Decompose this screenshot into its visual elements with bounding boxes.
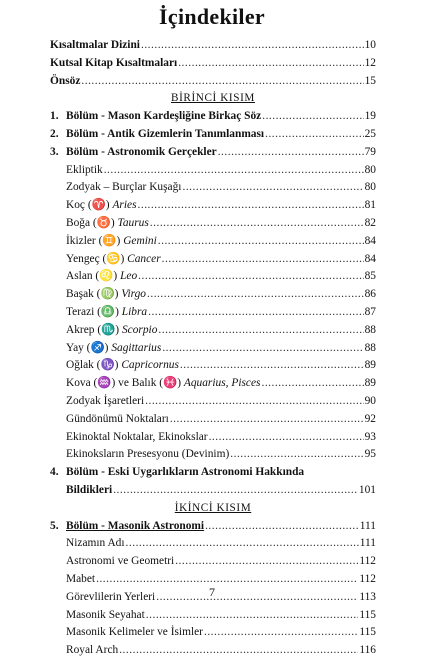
toc-subentry-page: 90 [364, 394, 376, 407]
toc-subentry-label: Yengeç (♋) Cancer [66, 252, 161, 265]
latin-name: Capricornus [121, 359, 179, 372]
toc-subentry-label: Mabet [66, 572, 96, 585]
leader-dots [147, 286, 364, 304]
leader-dots [158, 322, 363, 340]
leader-dots [261, 375, 363, 393]
toc-subentry[interactable] [50, 624, 376, 642]
toc-subentry[interactable] [50, 215, 376, 233]
toc-subentry-page: 82 [364, 216, 376, 229]
toc-subentry[interactable] [50, 429, 376, 447]
leader-dots [141, 37, 364, 55]
toc-subentry-label: Aslan (♌) Leo [66, 270, 138, 283]
toc-entry-chapter-5[interactable] [50, 518, 376, 536]
toc-subentry-label: Yay (♐) Sagittarius [66, 341, 162, 354]
leader-dots [230, 446, 363, 464]
toc-subentry-label: Boğa (♉) Taurus [66, 216, 149, 229]
leader-dots [138, 268, 363, 286]
chapter-number: 3. [50, 145, 59, 158]
toc-entry-label-continued: Bildikleri [66, 483, 113, 496]
toc-subentry-page: 95 [364, 448, 376, 461]
chapter-number: 5. [50, 519, 59, 532]
toc-subentry[interactable] [50, 446, 376, 464]
toc-entry-page: 25 [364, 127, 376, 140]
toc-subentry[interactable] [50, 197, 376, 215]
toc-entry-bible-abbreviations[interactable] [50, 55, 376, 73]
toc-subentry-label: Görevlilerin Yerleri [66, 590, 156, 603]
toc-subentry-label: Masonik Kelimeler ve İsimler [66, 626, 203, 639]
toc-subentry[interactable] [50, 642, 376, 660]
toc-subentry[interactable] [50, 375, 376, 393]
toc-subentry-page: 115 [359, 608, 376, 621]
toc-entry-page: 79 [364, 145, 376, 158]
chapter-3-subsections [50, 162, 376, 465]
part-heading-1: BİRİNCİ KISIM [171, 92, 255, 105]
toc-entry-label: Kutsal Kitap Kısaltmaları [50, 56, 178, 69]
toc-subentry[interactable] [50, 340, 376, 358]
leader-dots [81, 73, 363, 91]
toc-entry-chapter-4[interactable] [50, 464, 376, 482]
toc-subentry-page: 88 [364, 323, 376, 336]
toc-subentry-page: 88 [364, 341, 376, 354]
toc-subentry-label: Zodyak İşaretleri [66, 394, 145, 407]
table-of-contents [50, 37, 376, 660]
toc-entry-label: Kısaltmalar Dizini [50, 39, 140, 51]
toc-subentry-page: 84 [364, 234, 376, 247]
toc-subentry-label: Akrep (♏) Scorpio [66, 323, 158, 336]
toc-entry-abbreviations[interactable] [50, 37, 376, 55]
toc-subentry[interactable] [50, 179, 376, 197]
toc-subentry-page: 86 [364, 288, 376, 301]
chapter-number: 4. [50, 466, 59, 479]
leader-dots [180, 357, 364, 375]
leader-dots [204, 624, 358, 642]
toc-subentry[interactable] [50, 162, 376, 180]
latin-name: Gemini [123, 234, 157, 247]
toc-subentry[interactable] [50, 553, 376, 571]
toc-subentry-page: 93 [364, 430, 376, 443]
toc-subentry[interactable] [50, 251, 376, 269]
leader-dots [104, 162, 364, 180]
leader-dots [205, 518, 359, 536]
toc-subentry-label: Koç (♈) Aries [66, 199, 137, 212]
toc-subentry[interactable] [50, 411, 376, 429]
toc-entry-label: Bölüm - Masonik Astronomi [66, 519, 205, 532]
toc-entry-chapter-1[interactable] [50, 108, 376, 126]
leader-dots [126, 535, 359, 553]
leader-dots [209, 429, 364, 447]
page-number: 7 [209, 585, 215, 599]
toc-subentry-label: Başak (♍) Virgo [66, 288, 147, 301]
toc-subentry[interactable] [50, 268, 376, 286]
toc-subentry-page: 115 [359, 626, 376, 639]
toc-subentry[interactable] [50, 304, 376, 322]
toc-subentry[interactable] [50, 233, 376, 251]
toc-subentry[interactable] [50, 357, 376, 375]
toc-subentry-page: 84 [364, 252, 376, 265]
toc-subentry-label: Astronomi ve Geometri [66, 555, 175, 568]
leader-dots [146, 607, 359, 625]
toc-entry-page: 12 [364, 56, 376, 69]
toc-subentry-page: 80 [364, 163, 376, 176]
leader-dots [178, 55, 363, 73]
leader-dots [113, 482, 358, 500]
toc-subentry-page: 111 [359, 537, 376, 550]
toc-subentry-page: 92 [364, 412, 376, 425]
toc-entry-label: Önsöz [50, 74, 81, 87]
toc-subentry-page: 80 [364, 181, 376, 194]
chapter-number: 2. [50, 127, 59, 140]
leader-dots [162, 251, 364, 269]
leader-dots [170, 411, 364, 429]
toc-entry-page: 111 [359, 519, 376, 532]
toc-entry-chapter-4-continued[interactable] [50, 482, 376, 500]
toc-subentry[interactable] [50, 535, 376, 553]
toc-entry-chapter-3[interactable] [50, 144, 376, 162]
toc-subentry-label: Masonik Seyahat [66, 608, 145, 621]
toc-subentry[interactable] [50, 607, 376, 625]
toc-entry-label: Bölüm - Eski Uygarlıkların Astronomi Hakkında [66, 466, 305, 479]
toc-entry-label: Bölüm - Mason Kardeşliğine Birkaç Söz [66, 110, 262, 123]
toc-subentry-label: İkizler (♊) Gemini [66, 234, 157, 247]
toc-subentry-label: Oğlak (♑) Capricornus [66, 359, 179, 372]
latin-name: Aries [112, 199, 137, 212]
toc-subentry-page: 81 [364, 199, 376, 212]
toc-subentry-page: 85 [364, 270, 376, 283]
toc-subentry-page: 112 [359, 555, 376, 568]
leader-dots [265, 126, 364, 144]
toc-subentry-label: Royal Arch [66, 644, 119, 657]
latin-name: Libra [121, 305, 148, 318]
toc-entry-page: 10 [364, 39, 376, 51]
toc-subentry-label: Ekinoksların Presesyonu (Devinim) [66, 448, 230, 461]
page-title: İçindekiler [159, 4, 265, 29]
leader-dots [138, 197, 364, 215]
toc-entry-page: 101 [358, 483, 376, 496]
toc-subentry-page: 116 [359, 644, 376, 657]
latin-name: Virgo [121, 288, 147, 301]
part-heading-2: İKİNCİ KISIM [174, 501, 252, 514]
leader-dots [145, 393, 363, 411]
latin-name: Taurus [117, 216, 149, 229]
toc-entry-preface[interactable] [50, 73, 376, 91]
toc-subentry-page: 89 [364, 377, 376, 390]
leader-dots [175, 553, 358, 571]
toc-subentry-label: Nizamın Adı [66, 537, 125, 550]
toc-subentry-label: Ekliptik [66, 163, 103, 176]
toc-subentry-page: 112 [359, 572, 376, 585]
toc-entry-label: Bölüm - Antik Gizemlerin Tanımlanması [66, 127, 265, 140]
toc-entry-chapter-2[interactable] [50, 126, 376, 144]
toc-entry-label: Bölüm - Astronomik Gerçekler [66, 145, 217, 158]
toc-subentry[interactable] [50, 322, 376, 340]
leader-dots [148, 304, 364, 322]
toc-subentry-label: Gündönümü Noktaları [66, 412, 169, 425]
leader-dots [182, 179, 363, 197]
toc-subentry-label: Zodyak – Burçlar Kuşağı [66, 181, 182, 194]
toc-subentry-label: Kova (♒) ve Balık (♓) Aquarius, Pisces [66, 377, 261, 390]
leader-dots [218, 144, 364, 162]
toc-subentry-label: Terazi (♎) Libra [66, 305, 148, 318]
toc-subentry-label: Ekinoktal Noktalar, Ekinokslar [66, 430, 208, 443]
leader-dots [119, 642, 358, 660]
latin-name: Scorpio [121, 323, 158, 336]
toc-subentry[interactable] [50, 393, 376, 411]
toc-entry-page: 15 [364, 74, 376, 87]
toc-subentry[interactable] [50, 286, 376, 304]
latin-name: Cancer [127, 252, 161, 265]
toc-subentry-page: 113 [359, 590, 376, 603]
latin-name: Leo [120, 270, 138, 283]
chapter-number: 1. [50, 110, 59, 123]
toc-entry-page: 19 [364, 110, 376, 123]
leader-dots [262, 108, 363, 126]
toc-subentry-page: 87 [364, 305, 376, 318]
latin-name: Sagittarius [111, 341, 162, 354]
leader-dots [158, 233, 364, 251]
leader-dots [150, 215, 364, 233]
toc-subentry-page: 89 [364, 359, 376, 372]
latin-name: Aquarius, Pisces [183, 377, 261, 390]
leader-dots [162, 340, 363, 358]
